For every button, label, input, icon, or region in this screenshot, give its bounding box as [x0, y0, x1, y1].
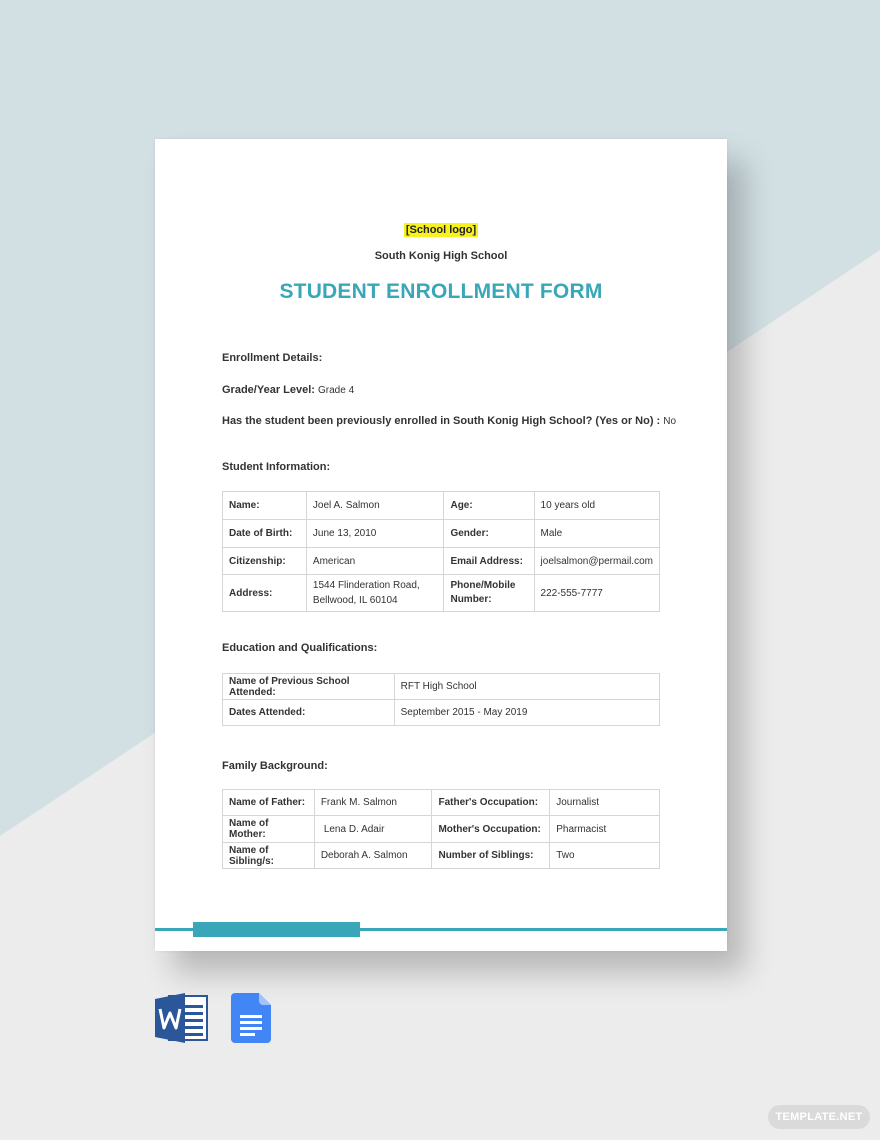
table-cell: Two — [550, 843, 660, 869]
table-cell: Number of Siblings: — [432, 843, 550, 869]
table-cell: joelsalmon@permail.com — [534, 548, 659, 575]
table-row — [223, 674, 660, 700]
google-docs-icon[interactable] — [231, 993, 271, 1043]
table-cell: Email Address: — [444, 548, 534, 575]
table-cell: Frank M. Salmon — [314, 790, 432, 816]
table-cell: Journalist — [550, 790, 660, 816]
table-cell: RFT High School — [394, 674, 659, 700]
table-row — [223, 575, 660, 612]
family-table — [222, 789, 660, 869]
footer-accent-block — [193, 922, 360, 937]
table-cell: Name of Previous School Attended: — [223, 674, 395, 700]
school-logo-placeholder: [School logo] — [405, 224, 477, 236]
grade-level-line — [222, 384, 354, 396]
table-row — [223, 700, 660, 726]
form-title: STUDENT ENROLLMENT FORM — [279, 280, 603, 303]
previous-enrollment-label: Has the student been previously enrolled in South Konig High School? (Yes or No) : — [222, 415, 661, 427]
school-name: South Konig High School — [374, 250, 508, 262]
table-cell: Name of Sibling/s: — [223, 843, 315, 869]
table-cell: Age: — [444, 492, 534, 520]
table-cell: Mother's Occupation: — [432, 816, 550, 843]
table-cell: Male — [534, 520, 659, 548]
table-cell: Name of Mother: — [223, 816, 315, 843]
table-cell: Pharmacist — [550, 816, 660, 843]
student-info-table — [222, 491, 660, 612]
education-table — [222, 673, 660, 726]
enrollment-heading: Enrollment Details: — [222, 352, 323, 364]
table-cell: American — [306, 548, 444, 575]
student-info-heading: Student Information: — [222, 461, 331, 473]
table-cell: 222-555-7777 — [534, 575, 659, 612]
grade-level-value: Grade 4 — [318, 385, 355, 396]
table-cell: Dates Attended: — [223, 700, 395, 726]
table-cell: Name: — [223, 492, 307, 520]
table-cell: 10 years old — [534, 492, 659, 520]
table-cell: Citizenship: — [223, 548, 307, 575]
table-row — [223, 548, 660, 575]
table-row — [223, 843, 660, 869]
template-net-watermark: TEMPLATE.NET — [768, 1105, 870, 1129]
table-cell: Name of Father: — [223, 790, 315, 816]
table-row — [223, 790, 660, 816]
table-cell: September 2015 - May 2019 — [394, 700, 659, 726]
family-heading: Family Background: — [222, 760, 328, 772]
table-cell: Gender: — [444, 520, 534, 548]
table-cell: 1544 Flinderation Road, Bellwood, IL 60104 — [306, 575, 444, 612]
table-cell: Lena D. Adair — [314, 816, 432, 843]
table-cell: Phone/Mobile Number: — [444, 575, 534, 612]
document-page — [155, 139, 727, 951]
previous-enrollment-line — [222, 415, 676, 427]
grade-level-label: Grade/Year Level: — [222, 384, 315, 396]
table-cell: Deborah A. Salmon — [314, 843, 432, 869]
table-cell: Father's Occupation: — [432, 790, 550, 816]
table-cell: Address: — [223, 575, 307, 612]
table-cell: Joel A. Salmon — [306, 492, 444, 520]
education-heading: Education and Qualifications: — [222, 642, 378, 654]
table-row — [223, 492, 660, 520]
previous-enrollment-value: No — [663, 416, 677, 427]
table-row — [223, 520, 660, 548]
word-icon[interactable] — [155, 993, 209, 1043]
table-cell: June 13, 2010 — [306, 520, 444, 548]
table-cell: Date of Birth: — [223, 520, 307, 548]
table-row — [223, 816, 660, 843]
